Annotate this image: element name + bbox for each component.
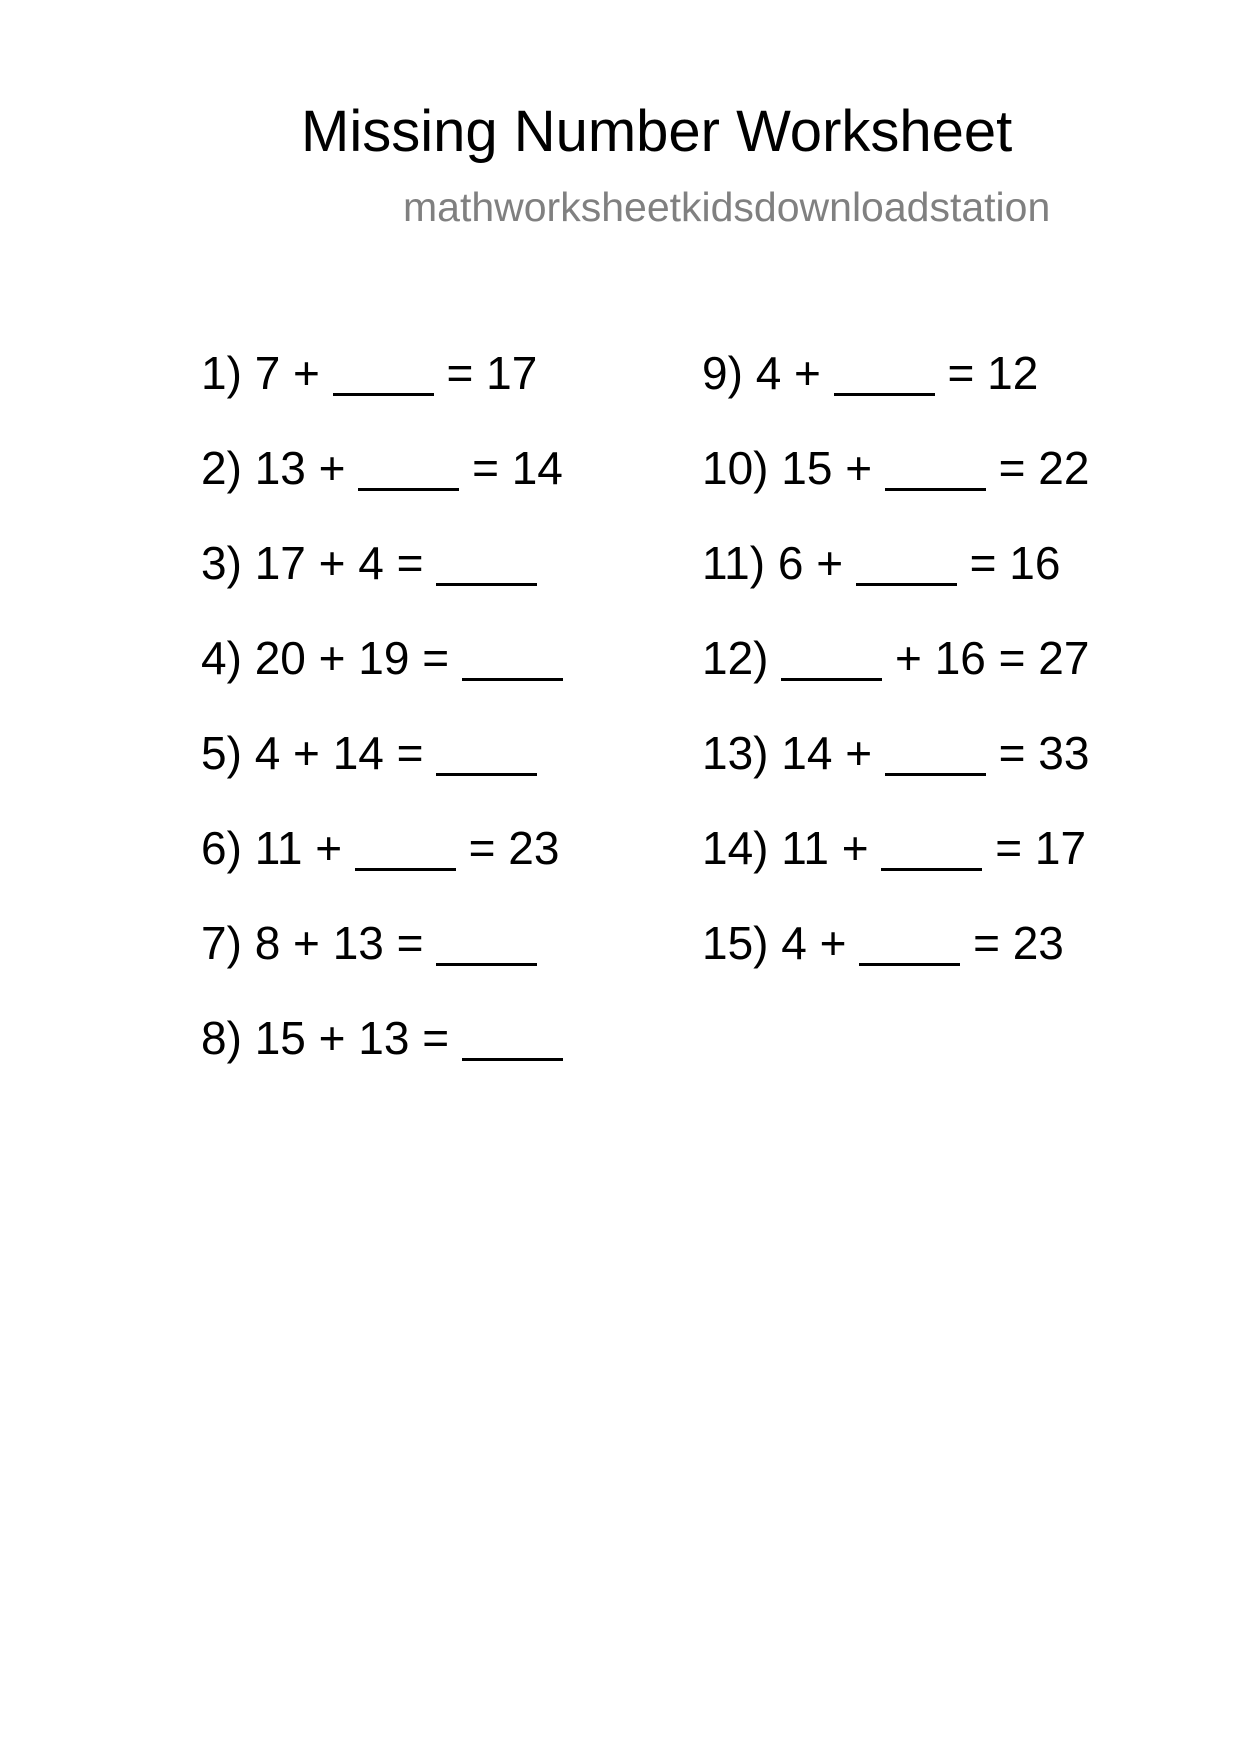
answer-blank[interactable] bbox=[436, 733, 537, 776]
answer-blank[interactable] bbox=[885, 448, 986, 491]
problem-expression-after: = 22 bbox=[998, 442, 1090, 494]
problem-6 bbox=[201, 820, 563, 915]
problem-number: 9) bbox=[702, 347, 743, 399]
answer-blank[interactable] bbox=[355, 828, 456, 871]
problem-number: 2) bbox=[201, 442, 242, 494]
problem-expression-before: 4 + bbox=[781, 917, 847, 969]
answer-blank[interactable] bbox=[462, 1018, 563, 1061]
problem-13 bbox=[702, 725, 1089, 820]
problem-expression-before: 11 + bbox=[254, 822, 343, 874]
answer-blank[interactable] bbox=[333, 353, 434, 396]
problem-expression-before: 11 + bbox=[781, 822, 869, 874]
problem-number: 7) bbox=[201, 917, 242, 969]
answer-blank[interactable] bbox=[834, 353, 935, 396]
problem-8 bbox=[201, 1010, 563, 1105]
problem-9 bbox=[702, 345, 1089, 440]
problem-number: 8) bbox=[201, 1012, 242, 1064]
problem-expression-after: + 16 = 27 bbox=[895, 632, 1090, 684]
problem-5 bbox=[201, 725, 563, 820]
problem-number: 15) bbox=[702, 917, 769, 969]
problem-4 bbox=[201, 630, 563, 725]
problem-expression-after: = 17 bbox=[995, 822, 1087, 874]
problem-number: 3) bbox=[201, 537, 242, 589]
problem-number: 14) bbox=[702, 822, 769, 874]
worksheet-title: Missing Number Worksheet bbox=[301, 99, 1013, 164]
problem-expression-before: 4 + bbox=[755, 347, 821, 399]
answer-blank[interactable] bbox=[462, 638, 563, 681]
problem-number: 10) bbox=[702, 442, 769, 494]
problem-expression-before: 8 + 13 = bbox=[254, 917, 424, 969]
answer-blank[interactable] bbox=[885, 733, 986, 776]
problem-7 bbox=[201, 915, 563, 1010]
answer-blank[interactable] bbox=[358, 448, 459, 491]
problem-1 bbox=[201, 345, 563, 440]
problem-expression-before: 15 + 13 = bbox=[254, 1012, 450, 1064]
problem-10 bbox=[702, 440, 1089, 535]
problem-14 bbox=[702, 820, 1089, 915]
problem-15 bbox=[702, 915, 1089, 1010]
worksheet-source: mathworksheetkidsdownloadstation bbox=[403, 184, 1051, 230]
problem-number: 12) bbox=[702, 632, 769, 684]
problem-expression-before: 4 + 14 = bbox=[254, 727, 424, 779]
problem-12 bbox=[702, 630, 1089, 725]
problem-expression-after: = 23 bbox=[973, 917, 1064, 969]
problem-expression-after: = 12 bbox=[947, 347, 1039, 399]
answer-blank[interactable] bbox=[881, 828, 982, 871]
problem-expression-before: 14 + bbox=[781, 727, 873, 779]
problem-number: 5) bbox=[201, 727, 242, 779]
problem-expression-after: = 16 bbox=[969, 537, 1061, 589]
problem-number: 6) bbox=[201, 822, 242, 874]
problem-expression-before: 17 + 4 = bbox=[254, 537, 424, 589]
problem-2 bbox=[201, 440, 563, 535]
problem-number: 11) bbox=[702, 537, 766, 589]
problem-expression-before: 15 + bbox=[781, 442, 873, 494]
problem-number: 1) bbox=[201, 347, 242, 399]
problem-expression-after: = 33 bbox=[998, 727, 1090, 779]
problem-column-left bbox=[201, 345, 563, 1105]
problem-expression-before: 7 + bbox=[254, 347, 320, 399]
problem-expression-before: 13 + bbox=[254, 442, 346, 494]
problem-column-right bbox=[702, 345, 1089, 1010]
answer-blank[interactable] bbox=[859, 923, 960, 966]
problem-expression-after: = 17 bbox=[446, 347, 538, 399]
problem-expression-before: 20 + 19 = bbox=[254, 632, 450, 684]
answer-blank[interactable] bbox=[436, 543, 537, 586]
problem-expression-after: = 23 bbox=[468, 822, 560, 874]
problem-number: 13) bbox=[702, 727, 769, 779]
problem-11 bbox=[702, 535, 1089, 630]
answer-blank[interactable] bbox=[856, 543, 957, 586]
problem-expression-after: = 14 bbox=[472, 442, 563, 494]
problem-3 bbox=[201, 535, 563, 630]
answer-blank[interactable] bbox=[781, 638, 882, 681]
answer-blank[interactable] bbox=[436, 923, 537, 966]
problem-expression-before: 6 + bbox=[777, 537, 844, 589]
problem-number: 4) bbox=[201, 632, 242, 684]
